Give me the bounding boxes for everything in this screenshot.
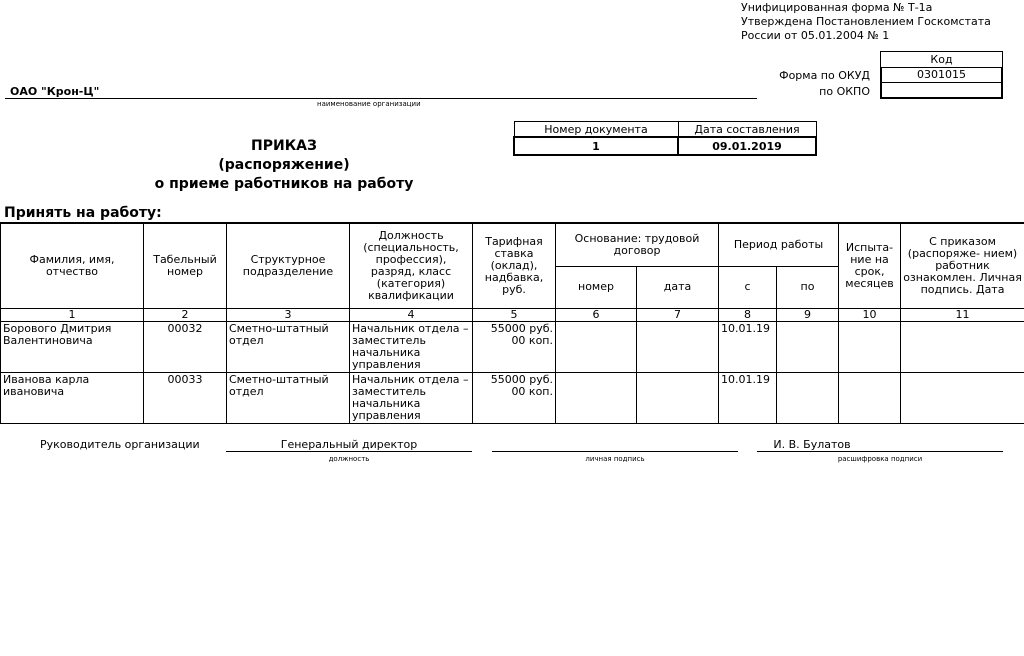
doc-number-label: Номер документа bbox=[514, 122, 678, 138]
accept-label: Принять на работу: bbox=[4, 205, 162, 221]
header-basis-date: дата bbox=[637, 266, 719, 308]
head-position: Генеральный директор bbox=[280, 438, 418, 451]
cell-tab: 00033 bbox=[144, 372, 227, 423]
okpo-label: по ОКПО bbox=[819, 85, 870, 98]
col-num: 6 bbox=[556, 308, 637, 321]
name-line bbox=[757, 451, 1003, 452]
signature-line bbox=[492, 451, 738, 452]
cell-basis-date bbox=[637, 321, 719, 372]
doc-number-value: 1 bbox=[514, 137, 678, 155]
table-row bbox=[1, 372, 1024, 423]
col-num: 7 bbox=[637, 308, 719, 321]
organization-name: ОАО "Крон-Ц" bbox=[10, 85, 100, 98]
cell-from: 10.01.19 bbox=[719, 321, 777, 372]
okud-label: Форма по ОКУД bbox=[779, 69, 870, 82]
header-basis: Основание: трудовой договор bbox=[556, 223, 719, 266]
header-fio: Фамилия, имя, отчество bbox=[1, 223, 144, 308]
cell-from: 10.01.19 bbox=[719, 372, 777, 423]
form-header bbox=[741, 1, 991, 43]
col-num: 4 bbox=[350, 308, 473, 321]
cell-fio: Иванова карла ивановича bbox=[1, 372, 144, 423]
organization-caption: наименование организации bbox=[317, 100, 421, 108]
position-line bbox=[226, 451, 472, 452]
form-line-1: Унифицированная форма № Т-1а bbox=[741, 1, 933, 14]
header-period-to: по bbox=[777, 266, 839, 308]
col-num: 11 bbox=[901, 308, 1024, 321]
cell-dept: Сметно-штатный отдел bbox=[227, 321, 350, 372]
header-ack: С приказом (распоряже- нием) работник ознакомлен. Личная подпись. Дата bbox=[901, 223, 1024, 308]
header-tab: Табельный номер bbox=[144, 223, 227, 308]
organization-line bbox=[5, 98, 757, 99]
header-trial: Испыта- ние на срок, месяцев bbox=[839, 223, 901, 308]
cell-dept: Сметно-штатный отдел bbox=[227, 372, 350, 423]
cell-basis-date bbox=[637, 372, 719, 423]
header-dept: Структурное подразделение bbox=[227, 223, 350, 308]
form-line-2: Утверждена Постановлением Госкомстата bbox=[741, 15, 991, 28]
cell-ack bbox=[901, 372, 1024, 423]
code-values bbox=[880, 68, 1003, 99]
code-label: Код bbox=[880, 51, 1003, 68]
position-caption: должность bbox=[328, 455, 370, 463]
form-line-3: России от 05.01.2004 № 1 bbox=[741, 29, 890, 42]
cell-to bbox=[777, 321, 839, 372]
name-caption: расшифровка подписи bbox=[837, 455, 923, 463]
col-num: 8 bbox=[719, 308, 777, 321]
cell-tab: 00032 bbox=[144, 321, 227, 372]
doc-date-value: 09.01.2019 bbox=[678, 137, 816, 155]
order-title bbox=[110, 137, 458, 194]
title-line-3: о приеме работников на работу bbox=[154, 176, 414, 192]
employees-table bbox=[0, 222, 1024, 424]
okud-value: 0301015 bbox=[882, 68, 1001, 83]
col-num: 3 bbox=[227, 308, 350, 321]
okpo-value bbox=[882, 83, 1001, 97]
title-line-1: ПРИКАЗ bbox=[251, 138, 317, 154]
header-basis-num: номер bbox=[556, 266, 637, 308]
col-num: 1 bbox=[1, 308, 144, 321]
cell-to bbox=[777, 372, 839, 423]
cell-rate: 55000 руб. 00 коп. bbox=[473, 321, 556, 372]
title-line-2: (распоряжение) bbox=[218, 157, 350, 173]
col-num: 9 bbox=[777, 308, 839, 321]
table-row bbox=[1, 321, 1024, 372]
cell-rate: 55000 руб. 00 коп. bbox=[473, 372, 556, 423]
cell-position: Начальник отдела – заместитель начальника управления bbox=[350, 372, 473, 423]
head-label: Руководитель организации bbox=[40, 438, 200, 451]
cell-position: Начальник отдела – заместитель начальника управления bbox=[350, 321, 473, 372]
cell-ack bbox=[901, 321, 1024, 372]
header-position: Должность (специальность, профессия), разряд, класс (категория) квалификации bbox=[350, 223, 473, 308]
header-rate: Тарифная ставка (оклад), надбавка, руб. bbox=[473, 223, 556, 308]
col-num: 2 bbox=[144, 308, 227, 321]
cell-trial bbox=[839, 321, 901, 372]
code-box bbox=[880, 51, 1003, 99]
signature-caption: личная подпись bbox=[585, 455, 645, 463]
cell-trial bbox=[839, 372, 901, 423]
header-period: Период работы bbox=[719, 223, 839, 266]
cell-basis-num bbox=[556, 321, 637, 372]
cell-basis-num bbox=[556, 372, 637, 423]
head-name: И. В. Булатов bbox=[773, 438, 851, 451]
cell-fio: Борового Дмитрия Валентиновича bbox=[1, 321, 144, 372]
document-box bbox=[513, 121, 817, 156]
col-num: 5 bbox=[473, 308, 556, 321]
col-num: 10 bbox=[839, 308, 901, 321]
doc-date-label: Дата составления bbox=[678, 122, 816, 138]
header-period-from: с bbox=[719, 266, 777, 308]
